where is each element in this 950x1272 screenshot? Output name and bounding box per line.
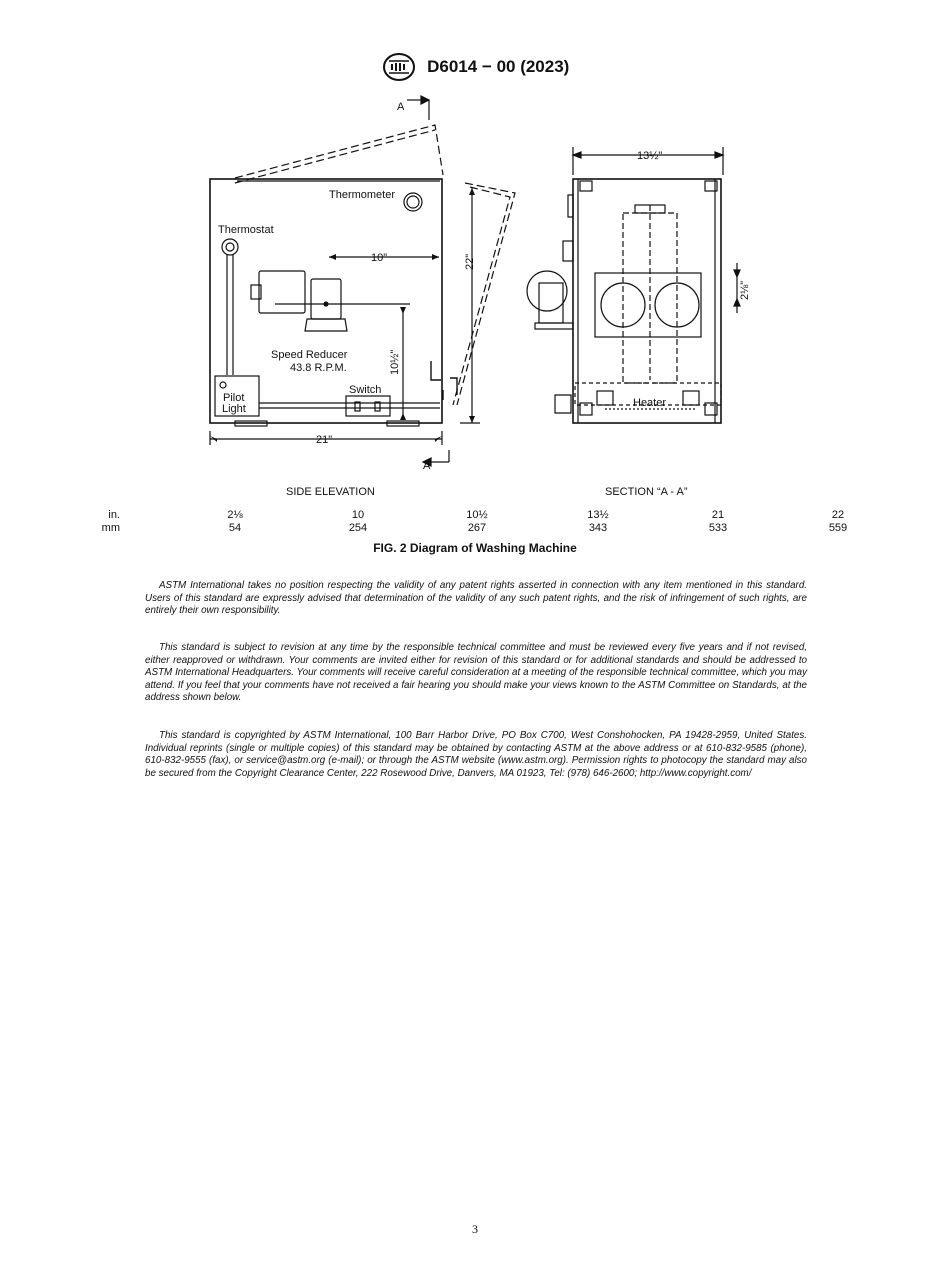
inch-value: 21 xyxy=(711,509,725,521)
mm-label: mm xyxy=(101,522,120,534)
side-elevation xyxy=(210,96,515,466)
mm-value: 343 xyxy=(588,522,608,534)
page-number: 3 xyxy=(472,1222,478,1236)
label-dim-10-half: 10½" xyxy=(389,349,401,375)
inch-value: 2⅛ xyxy=(227,509,243,521)
label-heater: Heater xyxy=(633,397,667,409)
dimension-table xyxy=(90,509,860,535)
label-dim-21: 21" xyxy=(316,434,333,446)
inch-row xyxy=(90,509,860,522)
mm-value: 267 xyxy=(467,522,487,534)
patent-notice-paragraph: ASTM International takes no position respecting the validity of any patent rights asserted in connection with any item mentioned in this standard. Users of this standard are expressly advised that determination of the validity of any such patent rights, and the risk of infringement of such rights, are entirely their own responsibility. xyxy=(145,580,807,617)
inch-value: 10½ xyxy=(466,509,488,521)
section-marker-top: A xyxy=(397,101,405,113)
mm-value: 254 xyxy=(348,522,368,534)
astm-logo-icon xyxy=(381,52,417,82)
copyright-notice-paragraph: This standard is copyrighted by ASTM International, 100 Barr Harbor Drive, PO Box C700, West Conshohocken, PA 19428-2959, United States. Individual reprints (single or multiple copies) of this standard may be obtained by contacting ASTM at the above address or at 610-832-9585 (phone), 610-832-9555 (fax), or service@astm.org (e-mail); or through the ASTM website (www.astm.org). Permission rights to photocopy the standard may also be secured from the Copyright Clearance Center, 222 Rosewood Drive, Danvers, MA 01923, Tel: (978) 646-2600; http://www.copyright.com/ xyxy=(145,730,807,779)
mm-value: 559 xyxy=(828,522,848,534)
inch-value: 10 xyxy=(351,509,365,521)
label-switch: Switch xyxy=(349,384,382,396)
mm-row xyxy=(90,522,860,535)
standard-designation: D6014 − 00 (2023) xyxy=(427,57,570,76)
revision-notice-paragraph: This standard is subject to revision at any time by the responsible technical committee and must be reviewed every five years and if not revised, either reapproved or withdrawn. Your comments are invited either for revision of this standard or for additional standards and should be addressed to ASTM International Headquarters. Your comments will receive careful consideration at a meeting of the responsible technical committee, which you may attend. If you feel that your comments have not received a fair hearing you should make your views known to the ASTM Committee on Standards, at the address shown below. xyxy=(145,642,807,704)
label-light: Light xyxy=(222,403,246,415)
label-rpm: 43.8 R.P.M. xyxy=(290,362,347,374)
section-marker-bottom: A xyxy=(423,460,431,472)
label-dim-2-1-8: 2⅛" xyxy=(739,280,751,300)
label-thermometer: Thermometer xyxy=(329,189,396,201)
label-dim-10: 10" xyxy=(371,252,388,264)
label-pilot: Pilot xyxy=(223,392,245,404)
label-dim-22: 22" xyxy=(464,253,476,270)
mm-value: 54 xyxy=(228,522,242,534)
inch-label: in. xyxy=(108,509,120,521)
page-header xyxy=(0,52,950,82)
mm-value: 533 xyxy=(708,522,728,534)
figure-caption: FIG. 2 Diagram of Washing Machine xyxy=(373,541,577,555)
washing-machine-diagram xyxy=(195,95,755,505)
section-a-a xyxy=(527,147,740,423)
inch-value: 22 xyxy=(831,509,845,521)
section-title: SECTION “A - A” xyxy=(605,486,688,498)
label-dim-13-half: 13½" xyxy=(637,150,663,162)
label-thermostat: Thermostat xyxy=(218,224,274,236)
inch-value: 13½ xyxy=(587,509,609,521)
side-elevation-title: SIDE ELEVATION xyxy=(286,486,375,498)
label-speed-reducer: Speed Reducer xyxy=(271,349,348,361)
